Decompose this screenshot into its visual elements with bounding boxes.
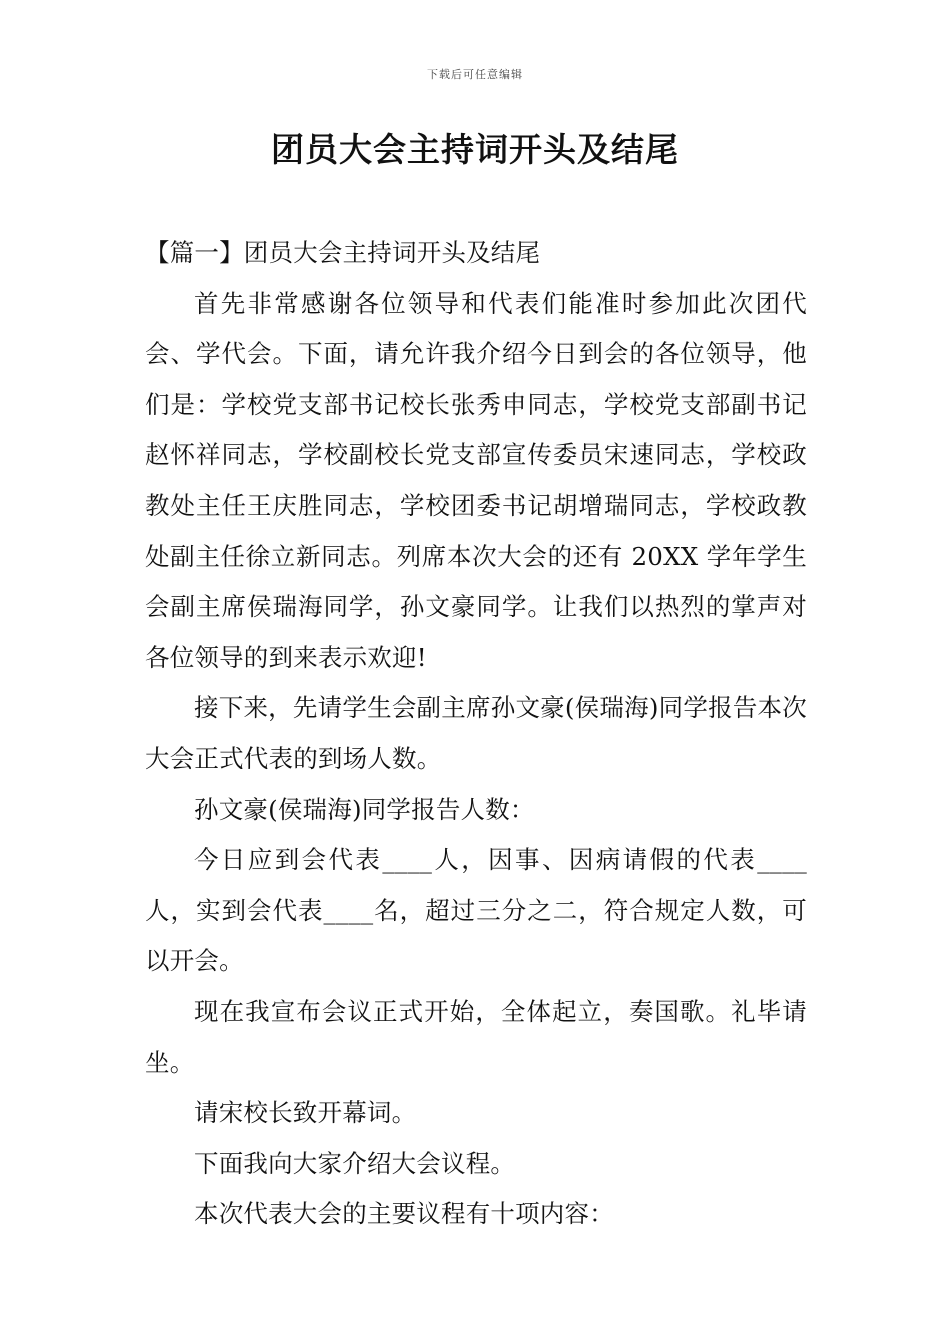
paragraph-headcount-request: 接下来，先请学生会副主席孙文豪(侯瑞海)同学报告本次大会正式代表的到场人数。 — [145, 693, 807, 773]
header-note: 下载后可任意编辑 — [427, 68, 523, 81]
paragraph-opening-speech: 请宋校长致开幕词。 — [194, 1098, 417, 1128]
document-body — [145, 228, 807, 1240]
paragraph-headcount-report: 孙文豪(侯瑞海)同学报告人数： — [194, 794, 535, 824]
paragraph-intro-leaders: 首先非常感谢各位领导和代表们能准时参加此次团代会、学代会。下面，请允许我介绍今日到会的各位领导，他们是：学校党支部书记校长张秀申同志，学校党支部副书记赵怀祥同志，学校副校长党支部宣传委员宋速同志，学校政教处主任王庆胜同志，学校团委书记胡增瑞同志，学校政教处副主任徐立新同志。列席本次大会的还有 20XX 学年学生会副主席侯瑞海同学，孙文豪同学。让我们以热烈的掌声对各位领导的到来表示欢迎! — [145, 288, 807, 672]
paragraph-agenda-items: 本次代表大会的主要议程有十项内容： — [194, 1199, 614, 1229]
paragraph-agenda-intro: 下面我向大家介绍大会议程。 — [194, 1148, 516, 1178]
paragraph-opening: 现在我宣布会议正式开始，全体起立，奏国歌。礼毕请坐。 — [145, 996, 807, 1077]
paragraph-attendance: 今日应到会代表____人，因事、因病请假的代表____人，实到会代表____名，超过三分之二，符合规定人数，可以开会。 — [145, 845, 807, 976]
document-title: 团员大会主持词开头及结尾 — [271, 130, 679, 169]
section-heading: 【篇一】团员大会主持词开头及结尾 — [145, 238, 541, 267]
